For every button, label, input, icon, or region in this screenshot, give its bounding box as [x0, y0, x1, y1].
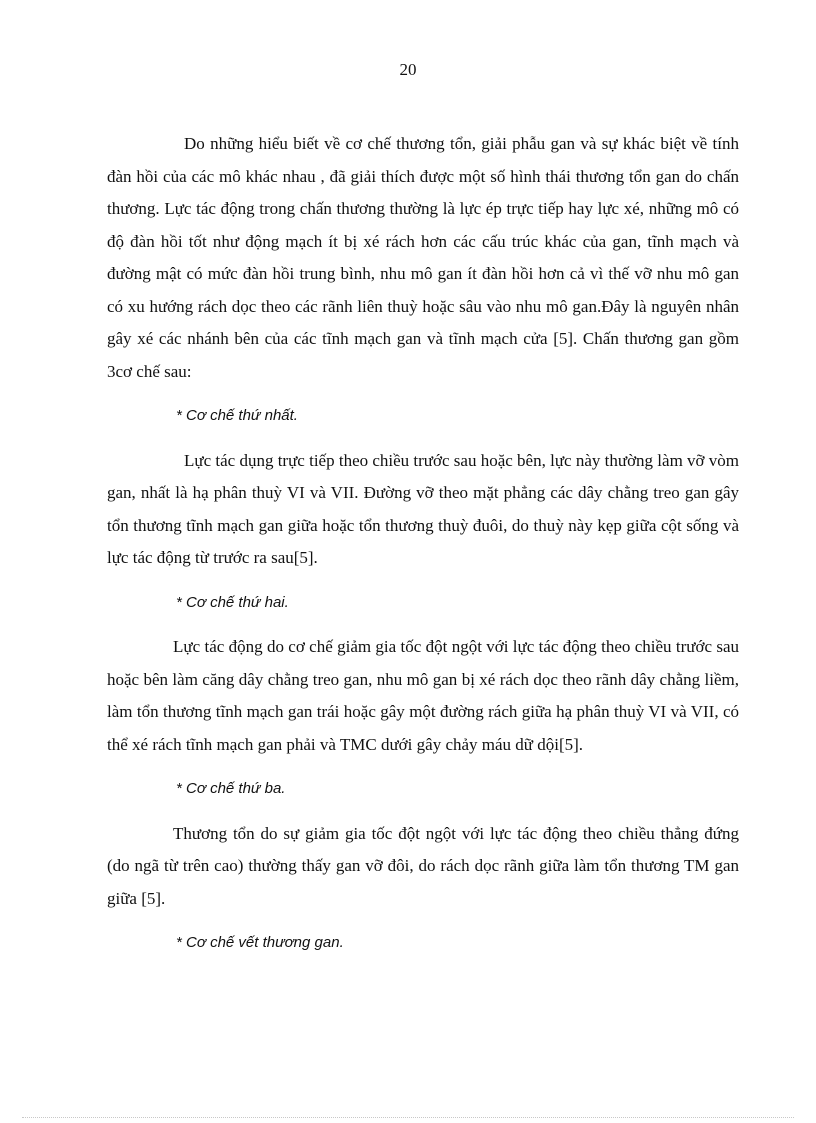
heading-third-mechanism: * Cơ chế thứ ba.: [176, 780, 286, 797]
second-mechanism-paragraph: Lực tác động do cơ chế giảm gia tốc đột ngột với lực tác động theo chiều trước sau hoặc bên làm căng dây chằng treo gan, nhu mô gan bị xé rách dọc theo rãnh dây chằng liềm, làm tổn thương tĩnh mạch gan trái hoặc gây một đường rách giữa hạ phân thuỳ VI và VII, có thể xé rách tĩnh mạch gan phải và TMC dưới gây chảy máu dữ dội[5].: [107, 637, 739, 754]
page-bottom-border: [22, 1117, 794, 1118]
first-mechanism-paragraph: Lực tác dụng trực tiếp theo chiều trước sau hoặc bên, lực này thường làm vỡ vòm gan, nhất là hạ phân thuỳ VI và VII. Đường vỡ theo mặt phẳng các dây chằng treo gan gây tổn thương tĩnh mạch gan giữa hoặc tổn thương thuỳ đuôi, do thuỳ này kẹp giữa cột sống và lực tác động từ trước ra sau[5].: [107, 450, 740, 567]
heading-second-mechanism: * Cơ chế thứ hai.: [176, 593, 289, 611]
heading-first-mechanism: * Cơ chế thứ nhất.: [176, 407, 298, 424]
page-number: 20: [399, 60, 417, 79]
third-mechanism-paragraph: Thương tổn do sự giảm gia tốc đột ngột với lực tác động theo chiều thẳng đứng (do ngã từ trên cao) thường thấy gan vỡ đôi, do rách dọc rãnh giữa làm tổn thương TM gan giữa [5].: [107, 823, 739, 908]
intro-paragraph: Do những hiểu biết về cơ chế thương tổn, giải phẫu gan và sự khác biệt về tính đàn hồi của các mô khác nhau , đã giải thích được một số hình thái thương tổn gan do chấn thương. Lực tác động trong chấn thương thường là lực ép trực tiếp hay lực xé, những mô có độ đàn hồi tốt như động mạch ít bị xé rách hơn các cấu trúc khác của gan, tĩnh mạch và đường mật có mức đàn hồi trung bình, nhu mô gan ít đàn hồi hơn cả vì thế vỡ nhu mô gan có xu hướng rách dọc theo các rãnh liên thuỳ hoặc sâu vào nhu mô gan.Đây là nguyên nhân gây xé các nhánh bên của các tĩnh mạch gan và tĩnh mạch cửa [5]. Chấn thương gan gồm 3cơ chế sau:: [107, 134, 739, 381]
document-body: [107, 128, 739, 960]
heading-wound-mechanism: * Cơ chế vết thương gan.: [176, 934, 344, 951]
